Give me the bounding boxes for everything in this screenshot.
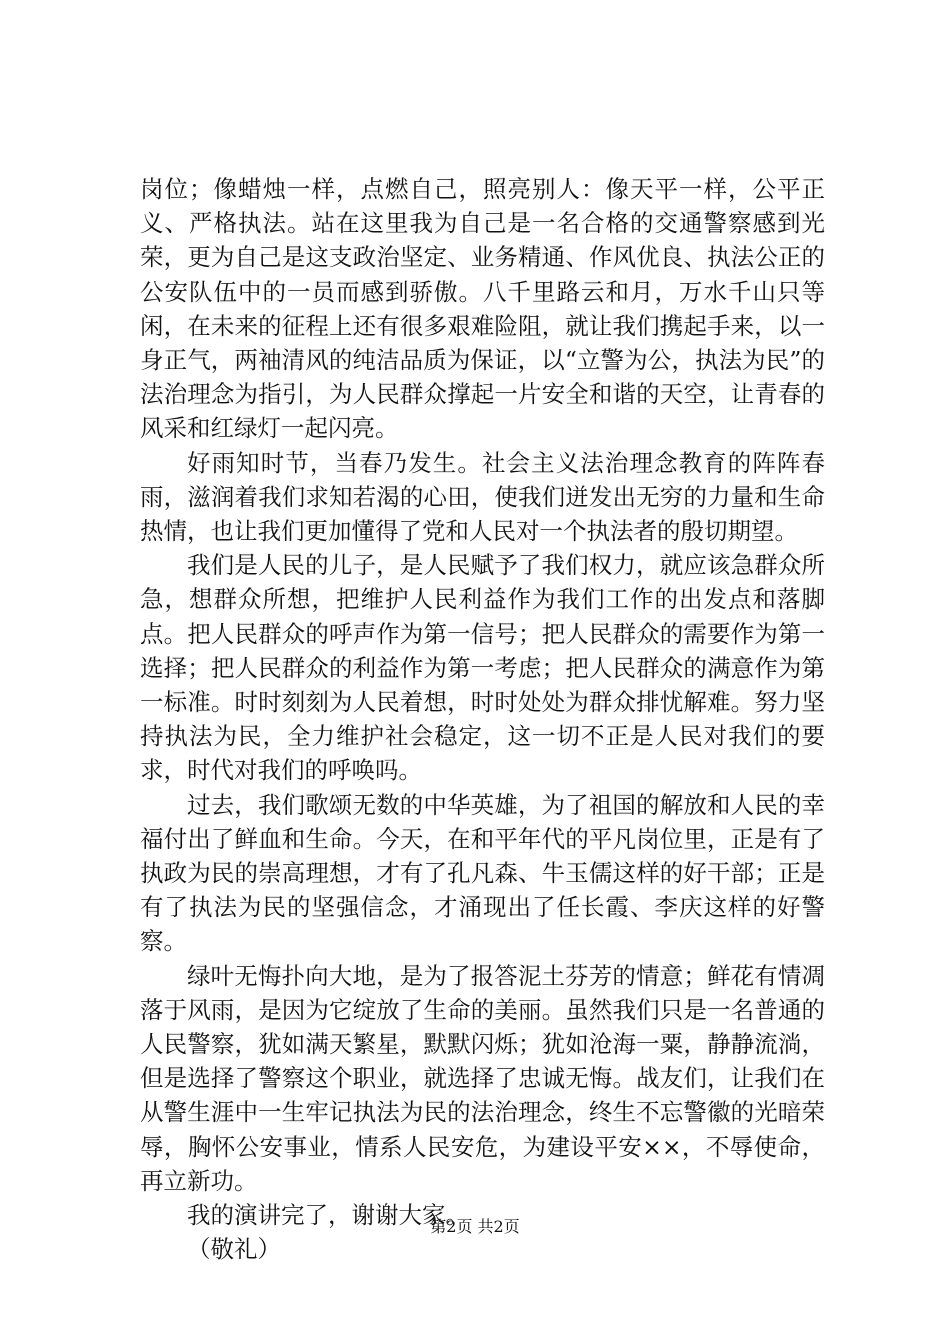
paragraph-heroes: 过去，我们歌颂无数的中华英雄，为了祖国的解放和人民的幸福付出了鲜血和生命。今天，在和平年代的平凡岗位里，正是有了执政为民的崇高理想，才有了孔凡森、牛玉儒这样的好干部；正是有了执法为民的坚强信念，才涌现出了任长霞、李庆这样的好警察。	[140, 790, 825, 956]
document-body	[140, 172, 825, 1267]
paragraph-green-leaves: 绿叶无悔扑向大地，是为了报答泥土芬芳的情意；鲜花有情凋落于风雨，是因为它绽放了生命的美丽。虽然我们只是一名普通的人民警察，犹如满天繁星，默默闪烁；犹如沧海一粟，静静流淌，但是选择了警察这个职业，就选择了忠诚无悔。战友们，让我们在从警生涯中一生牢记执法为民的法治理念，终生不忘警徽的光暗荣辱，胸怀公安事业，情系人民安危，为建设平安××，不辱使命，再立新功。	[140, 961, 825, 1195]
paragraph-salute: （敬礼）	[187, 1235, 281, 1264]
paragraph-serve-people: 我们是人民的儿子，是人民赋予了我们权力，就应该急群众所急，想群众所想，把维护人民利益作为我们工作的出发点和落脚点。把人民群众的呼声作为第一信号；把人民群众的需要作为第一选择；把人民群众的利益作为第一考虑；把人民群众的满意作为第一标准。时时刻刻为人民着想，时时处处为群众排忧解难。努力坚持执法为民，全力维护社会稳定，这一切不正是人民对我们的要求，时代对我们的呼唤吗。	[140, 551, 825, 785]
paragraph-spring-rain: 好雨知时节，当春乃发生。社会主义法治理念教育的阵阵春雨，滋润着我们求知若渴的心田，使我们迸发出无穷的力量和生命热情，也让我们更加懂得了党和人民对一个执法者的殷切期望。	[140, 448, 825, 546]
page-number-footer: 第2页 共2页	[430, 1217, 520, 1236]
paragraph-continuation: 岗位；像蜡烛一样，点燃自己，照亮别人：像天平一样，公平正义、严格执法。站在这里我为自己是一名合格的交通警察感到光荣，更为自己是这支政治坚定、业务精通、作风优良、执法公正的公安队伍中的一员而感到骄傲。八千里路云和月，万水千山只等闲，在未来的征程上还有很多艰难险阻，就让我们携起手来，以一身正气，两袖清风的纯洁品质为保证，以“立警为公，执法为民”的法治理念为指引，为人民群众撑起一片安全和谐的天空，让青春的风采和红绿灯一起闪亮。	[140, 175, 825, 443]
paragraph-closing: 我的演讲完了，谢谢大家。	[187, 1201, 469, 1230]
